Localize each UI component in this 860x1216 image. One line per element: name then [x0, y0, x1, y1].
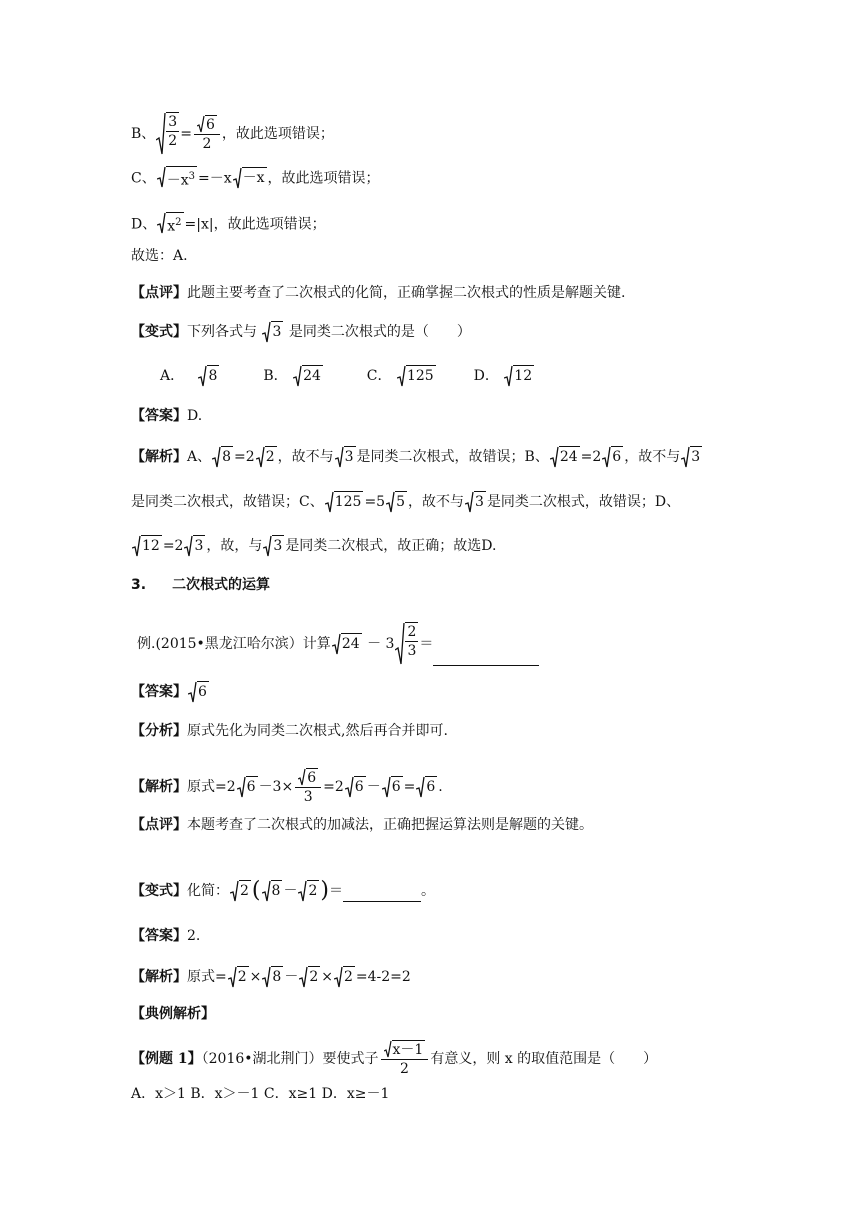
sqrt	[334, 966, 355, 988]
minus: －	[283, 883, 298, 899]
sqrt	[550, 446, 580, 468]
rhs-den: 2	[202, 136, 212, 152]
eq: =2	[580, 449, 602, 465]
variant-pre: 化简：	[187, 883, 229, 899]
times: ×	[321, 969, 333, 985]
option-b-line	[131, 112, 334, 156]
frac-den: 2	[399, 1061, 409, 1077]
rad: 6	[307, 770, 317, 786]
text: －	[366, 779, 381, 795]
option-d-line	[131, 212, 326, 237]
typical-heading: 【典例解析】	[131, 1006, 215, 1022]
review-text: 此题主要考查了二次根式的化简，正确掌握二次根式的性质是解题关键.	[187, 285, 626, 301]
text: 是同类二次根式，故错误；C、	[131, 494, 324, 510]
answer-3	[131, 926, 200, 946]
sqrt	[298, 880, 319, 902]
sqrt-fraction	[156, 112, 179, 156]
sqrt	[184, 535, 205, 557]
sqrt-12	[504, 365, 534, 387]
sqrt-8	[198, 365, 219, 387]
fraction	[381, 1040, 429, 1078]
analysis-1-line-2	[131, 491, 680, 513]
rad: 24	[341, 633, 362, 655]
answer-blank[interactable]	[343, 883, 421, 902]
answer-1	[131, 406, 202, 426]
pow-d: 2	[175, 217, 182, 228]
example-1	[131, 1040, 657, 1078]
eq: =2	[323, 779, 344, 795]
text: .	[438, 779, 443, 795]
frac-den: 2	[168, 133, 178, 149]
rad-8: 8	[207, 365, 219, 387]
example-pre: 例.(2015•黑龙江哈尔滨）计算	[137, 636, 331, 652]
example-post: 有意义，则 x 的取值范围是（ ）	[430, 1051, 658, 1067]
sqrt	[325, 491, 364, 513]
rad: 3	[344, 446, 356, 468]
answer-text: 2.	[187, 928, 201, 944]
sqrt-24	[293, 365, 323, 387]
rad: 3	[272, 535, 284, 557]
example-mid: － 3	[367, 636, 395, 652]
frac-den: 3	[407, 643, 417, 659]
fraction	[295, 768, 321, 806]
sqrt-neg-x	[233, 167, 267, 189]
sqrt	[188, 681, 209, 703]
sqrt	[228, 966, 249, 988]
example-tag: 【例题 1】	[131, 1051, 202, 1067]
eq: =2	[234, 449, 255, 465]
opt-c: C．	[366, 368, 392, 384]
sqrt	[465, 491, 486, 513]
solution-3	[131, 966, 411, 988]
sqrt	[382, 776, 403, 798]
sqrt	[263, 535, 284, 557]
solution-tag: 【解析】	[131, 969, 187, 985]
example-line	[137, 622, 539, 666]
text: 原式=2	[187, 779, 236, 795]
answer-tag: 【答案】	[131, 408, 187, 424]
text: 原式=	[187, 969, 227, 985]
section-title: 二次根式的运算	[172, 577, 271, 593]
minus: －	[284, 969, 299, 985]
sqrt	[262, 966, 283, 988]
rad: 2	[237, 966, 249, 988]
sqrt	[386, 491, 407, 513]
answer-2	[131, 681, 210, 703]
rad: 2	[308, 966, 320, 988]
text: －3×	[258, 779, 294, 795]
sqrt	[602, 446, 623, 468]
rad-125: 125	[406, 365, 436, 387]
sqrt	[332, 633, 362, 655]
rad-3: 3	[271, 321, 283, 343]
choose-line: 故选：A.	[131, 248, 188, 264]
equals-c: =－x	[198, 170, 232, 187]
sqrt	[256, 446, 277, 468]
variant-pre: 下列各式与	[187, 324, 257, 340]
rad: 6	[197, 681, 209, 703]
rad: 3	[193, 535, 205, 557]
sqrt	[345, 776, 366, 798]
rad-12: 12	[513, 365, 534, 387]
sqrt	[299, 966, 320, 988]
rad: x－1	[392, 1042, 424, 1058]
sqrt	[681, 446, 702, 468]
sqrt-3	[262, 321, 283, 343]
sqrt-cube	[157, 166, 197, 191]
review-tag: 【点评】	[131, 817, 187, 833]
text: =4-2=2	[355, 969, 411, 985]
variant-2: 【变式】化简： 2 ( 8 － 2 )＝ 。	[131, 878, 435, 903]
rad: 8	[221, 446, 233, 468]
text: ，故不与	[624, 449, 681, 465]
rad-24: 24	[302, 365, 323, 387]
rad: 125	[334, 491, 364, 513]
rhs-fraction	[194, 115, 220, 153]
solution-2	[131, 768, 443, 806]
rad: 5	[395, 491, 407, 513]
eq: =5	[364, 494, 386, 510]
rad: 12	[141, 535, 162, 557]
sqrt	[132, 535, 162, 557]
analysis-1-line-3	[131, 535, 497, 557]
rad: 3	[690, 446, 702, 468]
example-eq: ＝	[419, 636, 434, 652]
sqrt	[335, 446, 356, 468]
option-c-line	[131, 166, 380, 191]
times: ×	[249, 969, 262, 985]
section-num: 3.	[131, 577, 147, 593]
variant-tag: 【变式】	[131, 324, 187, 340]
rad: 24	[559, 446, 580, 468]
variant-tag: 【变式】	[131, 883, 187, 899]
text: 是同类二次根式，故正确；故选D.	[285, 538, 497, 554]
analysis-tag: 【解析】	[131, 449, 187, 465]
frac-num: 2	[407, 624, 417, 640]
rad: 2	[343, 966, 355, 988]
answer-text: D.	[187, 408, 203, 424]
answer-blank[interactable]	[433, 647, 539, 666]
variant-1	[131, 321, 471, 343]
section-heading	[131, 575, 270, 595]
review-2	[131, 815, 593, 835]
tail-b: ，故此选项错误；	[221, 126, 334, 142]
review-1	[131, 283, 625, 303]
analysis-tag: 【分析】	[131, 723, 187, 739]
equals: =	[180, 126, 192, 142]
rad-c: －x	[166, 172, 189, 189]
rad: 2	[239, 880, 251, 902]
text: ，故，与	[206, 538, 263, 554]
sqrt	[237, 776, 258, 798]
equals-d: =|x|	[184, 216, 214, 233]
sqrt	[416, 776, 437, 798]
rad: 8	[271, 966, 283, 988]
rad: 6	[246, 776, 258, 798]
rhs-rad: 6	[205, 117, 215, 133]
tail-c: ，故此选项错误；	[267, 170, 380, 187]
text: 是同类二次根式，故错误；B、	[356, 449, 549, 465]
analysis-1-line-1	[131, 446, 703, 468]
text: 是同类二次根式，故错误；D、	[486, 494, 681, 510]
choices-line: A．x＞1 B．x＞－1 C．x≥1 D．x≥－1	[131, 1086, 390, 1102]
solution-tag: 【解析】	[131, 779, 187, 795]
sqrt-square	[157, 212, 183, 237]
review-tag: 【点评】	[131, 285, 187, 301]
opt-b: B．	[263, 368, 288, 384]
tail-d: ，故此选项错误；	[213, 216, 326, 233]
rad: 6	[611, 446, 623, 468]
sqrt	[212, 446, 233, 468]
label-b: B、	[131, 126, 156, 142]
rad: 2	[307, 880, 319, 902]
answer-tag: 【答案】	[131, 928, 187, 944]
sqrt-125	[397, 365, 436, 387]
sqrt-fraction	[395, 622, 418, 666]
text: ，故不与	[408, 494, 465, 510]
eq: ＝	[328, 883, 343, 899]
analysis-2	[131, 721, 448, 741]
opt-d: D．	[473, 368, 499, 384]
rad: 6	[391, 776, 403, 798]
frac-den: 3	[303, 789, 313, 805]
example-pre: （2016•湖北荆门）要使式子	[201, 1051, 379, 1067]
a1-label: A、	[187, 449, 212, 465]
text: ，故不与	[277, 449, 334, 465]
label-d: D、	[131, 216, 157, 233]
sqrt	[230, 880, 251, 902]
rad-d: x	[167, 218, 176, 235]
options-line	[160, 365, 535, 387]
analysis-text: 原式先化为同类二次根式,然后再合并即可.	[187, 723, 448, 739]
rad: 8	[271, 880, 283, 902]
rad-c2: －x	[242, 167, 267, 189]
review-text: 本题考查了二次根式的加减法，正确把握运算法则是解题的关键。	[187, 817, 593, 833]
sqrt	[262, 880, 283, 902]
variant-post: 是同类二次根式的是（ ）	[288, 324, 471, 340]
pow-c: 3	[188, 171, 195, 182]
eq: =2	[162, 538, 184, 554]
rad: 6	[425, 776, 437, 798]
answer-tag: 【答案】	[131, 684, 187, 700]
frac-num: 3	[168, 114, 178, 130]
rad: 6	[354, 776, 366, 798]
text: 。	[420, 883, 435, 899]
opt-a: A．	[160, 368, 185, 384]
eq: =	[403, 779, 416, 795]
rad: 3	[474, 491, 486, 513]
rad: 2	[265, 446, 277, 468]
label-c: C、	[131, 170, 156, 187]
